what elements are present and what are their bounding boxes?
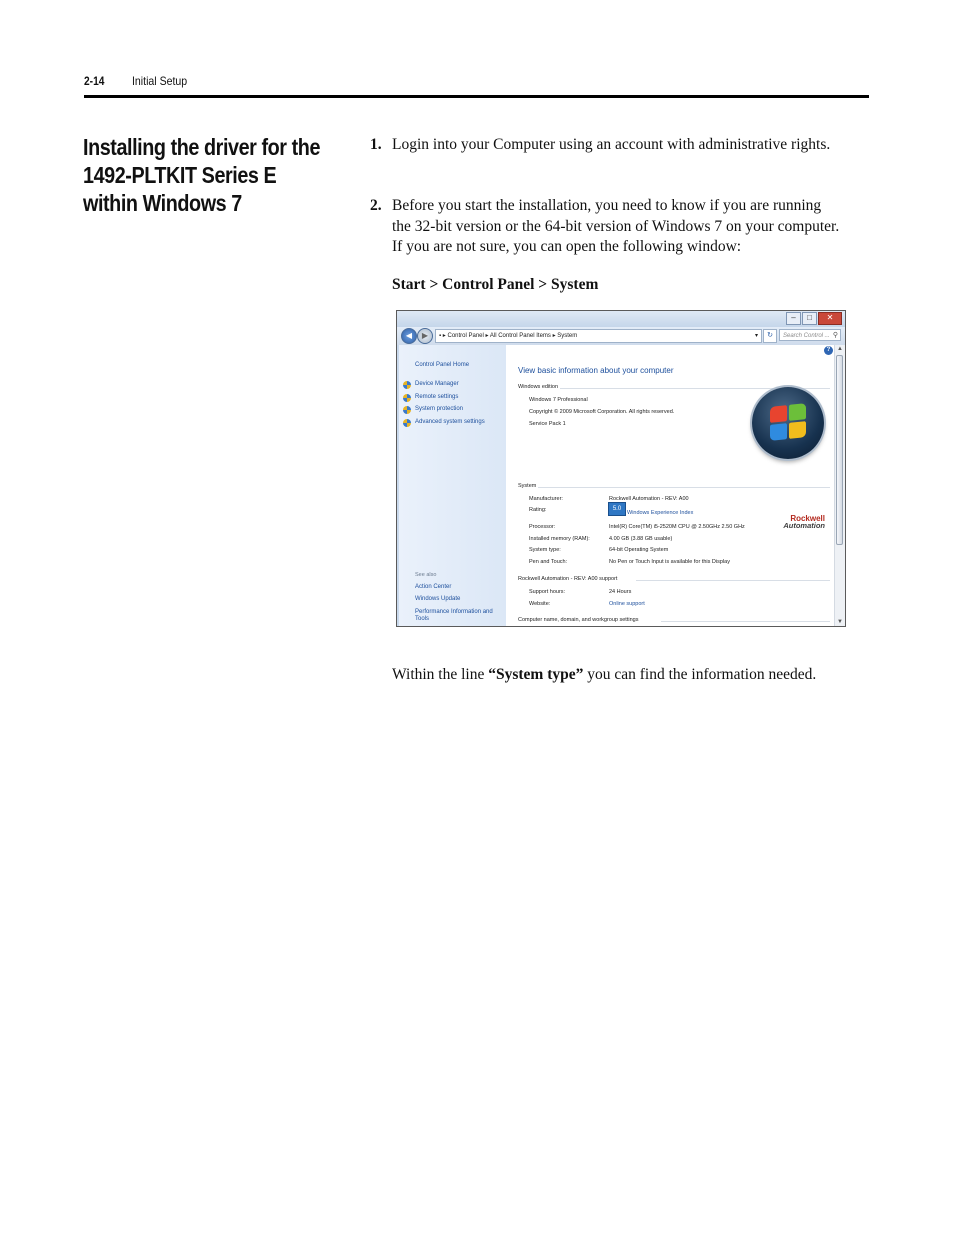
manufacturer-value: Rockwell Automation - REV: A00 bbox=[609, 496, 689, 502]
sidebar bbox=[399, 345, 506, 626]
see-also-label: See also bbox=[415, 572, 437, 578]
page-number: 2-14 bbox=[84, 74, 105, 88]
scroll-up-icon[interactable]: ▲ bbox=[837, 346, 843, 352]
heading-line-2: 1492-PLTKIT Series E bbox=[83, 162, 277, 188]
rockwell-logo bbox=[761, 515, 825, 529]
step-text-line: If you are not sure, you can open the following window: bbox=[392, 238, 742, 255]
windows-logo-icon bbox=[752, 387, 824, 459]
support-hours-label: Support hours: bbox=[529, 589, 566, 595]
divider bbox=[636, 580, 830, 581]
section-title: Initial Setup bbox=[132, 74, 188, 88]
shield-icon bbox=[403, 394, 411, 402]
sidebar-item-windows-update[interactable]: Windows Update bbox=[415, 596, 461, 602]
main-content bbox=[506, 345, 834, 626]
breadcrumb[interactable] bbox=[435, 329, 762, 343]
header-rule bbox=[84, 95, 869, 98]
heading-line-1: Installing the driver for the bbox=[83, 134, 321, 160]
memory-value: 4.00 GB (3.88 GB usable) bbox=[609, 536, 673, 542]
scrollbar-thumb[interactable] bbox=[836, 355, 843, 545]
pen-touch-value: No Pen or Touch Input is available for this Display bbox=[609, 559, 730, 565]
copyright-text: Copyright © 2009 Microsoft Corporation. All rights reserved. bbox=[529, 409, 675, 415]
experience-index-link[interactable]: Windows Experience Index bbox=[627, 510, 694, 516]
system-type-value: 64-bit Operating System bbox=[609, 547, 669, 553]
sidebar-item-performance-tools[interactable]: Tools bbox=[415, 616, 430, 622]
pen-touch-label: Pen and Touch: bbox=[529, 559, 568, 565]
computer-name-heading: Computer name, domain, and workgroup settings bbox=[518, 617, 639, 623]
back-arrow-icon[interactable]: ◀ bbox=[401, 328, 417, 344]
edition-name: Windows 7 Professional bbox=[529, 397, 588, 403]
help-icon[interactable]: ? bbox=[824, 346, 833, 355]
sidebar-item-remote-settings[interactable]: Remote settings bbox=[415, 394, 459, 400]
breadcrumb-item[interactable]: All Control Panel Items bbox=[489, 333, 551, 339]
step-text-line: the 32-bit version or the 64-bit version of Windows 7 on your computer. bbox=[392, 217, 840, 235]
step-text-line: Before you start the installation, you need to know if you are running bbox=[392, 197, 822, 214]
path-instruction: Start > Control Panel > System bbox=[392, 276, 599, 293]
processor-label: Processor: bbox=[529, 524, 556, 530]
vertical-scrollbar[interactable] bbox=[834, 345, 845, 626]
step-text-line: Login into your Computer using an account with administrative rights. bbox=[392, 136, 831, 153]
search-icon[interactable]: ⚲ bbox=[832, 332, 838, 339]
rockwell-logo-line2: Automation bbox=[783, 521, 825, 530]
minimize-icon[interactable]: – bbox=[786, 312, 801, 325]
step-number: 2. bbox=[370, 197, 382, 214]
website-label: Website: bbox=[529, 601, 551, 607]
rating-badge[interactable]: 5.0 bbox=[608, 502, 626, 516]
support-hours-value: 24 Hours bbox=[609, 589, 632, 595]
shield-icon bbox=[403, 381, 411, 389]
processor-value: Intel(R) Core(TM) i5-2520M CPU @ 2.50GHz 2.50 GHz bbox=[609, 524, 745, 530]
page-title: View basic information about your computer bbox=[518, 366, 674, 375]
scroll-down-icon[interactable]: ▼ bbox=[837, 619, 843, 625]
sidebar-item-system-protection[interactable]: System protection bbox=[415, 406, 464, 412]
breadcrumb-separator: ▸ bbox=[485, 333, 489, 339]
window-titlebar bbox=[397, 311, 845, 327]
system-window-screenshot bbox=[396, 310, 846, 627]
shield-icon bbox=[403, 419, 411, 427]
close-icon[interactable]: ✕ bbox=[818, 312, 842, 325]
refresh-icon[interactable]: ↻ bbox=[763, 329, 777, 343]
divider bbox=[661, 621, 830, 622]
memory-label: Installed memory (RAM): bbox=[529, 536, 590, 542]
support-heading: Rockwell Automation - REV: A00 support bbox=[518, 576, 618, 582]
search-placeholder: Search Control ... bbox=[783, 333, 830, 339]
step-text bbox=[392, 196, 872, 258]
step-number: 1. bbox=[370, 136, 382, 153]
sidebar-item-performance[interactable]: Performance Information and bbox=[415, 609, 493, 615]
sidebar-item-action-center[interactable]: Action Center bbox=[415, 584, 452, 590]
rating-label: Rating: bbox=[529, 507, 547, 513]
system-heading: System bbox=[518, 483, 537, 489]
breadcrumb-item[interactable]: Control Panel bbox=[447, 333, 484, 339]
divider bbox=[538, 487, 830, 488]
rockwell-logo-line1: Rockwell bbox=[790, 514, 825, 523]
step-text bbox=[392, 135, 872, 156]
edition-heading: Windows edition bbox=[518, 384, 559, 390]
section-heading bbox=[83, 133, 341, 217]
service-pack: Service Pack 1 bbox=[529, 421, 566, 427]
heading-line-3: within Windows 7 bbox=[83, 190, 242, 216]
search-input[interactable] bbox=[779, 329, 841, 341]
sidebar-item-device-manager[interactable]: Device Manager bbox=[415, 381, 459, 387]
control-panel-icon: ▪ ▸ bbox=[439, 333, 448, 339]
online-support-link[interactable]: Online support bbox=[609, 601, 645, 607]
system-type-label: System type: bbox=[529, 547, 561, 553]
address-bar bbox=[397, 327, 845, 345]
sidebar-item-advanced-settings[interactable]: Advanced system settings bbox=[415, 419, 485, 425]
final-note bbox=[392, 666, 816, 684]
chevron-down-icon[interactable]: ▾ bbox=[754, 333, 758, 339]
page-header bbox=[84, 72, 869, 94]
manufacturer-label: Manufacturer: bbox=[529, 496, 563, 502]
breadcrumb-separator: ▸ bbox=[552, 333, 556, 339]
forward-arrow-icon[interactable]: ▶ bbox=[417, 328, 433, 344]
final-note-prefix: Within the line bbox=[392, 666, 489, 683]
shield-icon bbox=[403, 406, 411, 414]
final-note-bold: “System type” bbox=[488, 666, 584, 683]
sidebar-item-home[interactable]: Control Panel Home bbox=[415, 362, 470, 368]
final-note-suffix: you can find the information needed. bbox=[583, 666, 817, 683]
window-controls bbox=[785, 312, 842, 325]
maximize-icon[interactable]: □ bbox=[802, 312, 817, 325]
breadcrumb-item[interactable]: System bbox=[557, 333, 578, 339]
